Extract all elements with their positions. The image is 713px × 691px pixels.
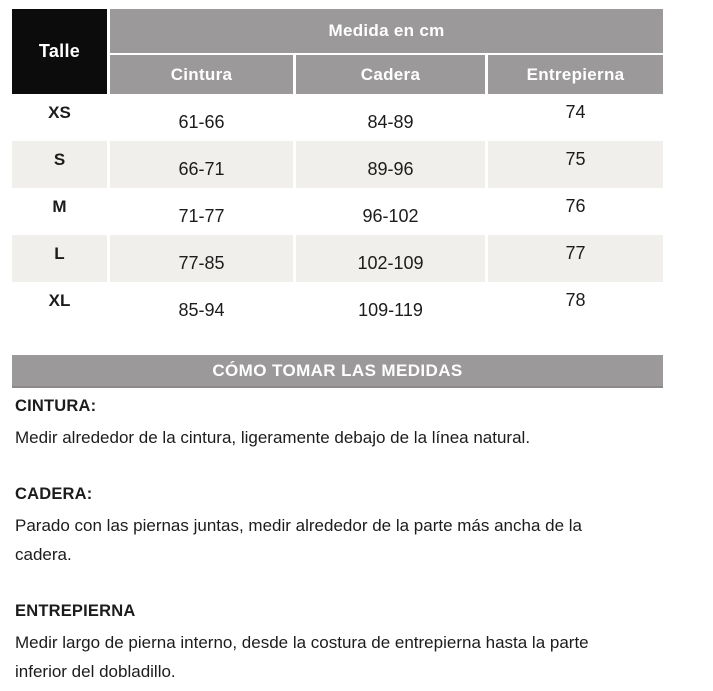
size-chart-table — [12, 9, 663, 329]
column-header-cintura: Cintura — [110, 55, 293, 94]
guide-text-cintura: Medir alrededor de la cintura, ligeramente debajo de la línea natural. — [15, 428, 531, 447]
cintura-cell: 85-94 — [178, 300, 225, 320]
entrepierna-cell: 77 — [488, 235, 663, 282]
cadera-cell: 109-119 — [358, 300, 423, 320]
table-row-xl — [12, 282, 663, 329]
medida-group-header — [110, 9, 663, 53]
column-header-row — [110, 55, 663, 94]
table-row-s — [12, 141, 663, 188]
size-cell: XL — [48, 290, 71, 310]
size-cell: L — [12, 235, 107, 282]
guide-text-entrepierna: Medir largo de pierna interno, desde la costura de entrepierna hasta la parte inferior del dobladillo. — [15, 633, 589, 681]
size-cell: M — [52, 196, 67, 216]
measuring-guide — [15, 397, 713, 686]
entrepierna-cell: 78 — [565, 290, 586, 310]
measuring-guide-title-bar — [12, 355, 663, 388]
guide-section-cintura — [15, 397, 713, 452]
size-cell: XS — [48, 102, 71, 122]
cadera-cell: 96-102 — [362, 206, 419, 226]
guide-section-entrepierna — [15, 602, 713, 686]
size-cell: S — [12, 141, 107, 188]
guide-text-cadera: Parado con las piernas juntas, medir alrededor de la parte más ancha de la cadera. — [15, 516, 583, 564]
column-header-cadera: Cadera — [296, 55, 485, 94]
guide-heading-cintura: CINTURA: — [15, 397, 97, 415]
cintura-cell: 77-85 — [110, 235, 293, 282]
entrepierna-cell: 76 — [565, 196, 586, 216]
measuring-guide-title: CÓMO TOMAR LAS MEDIDAS — [212, 360, 463, 380]
cintura-cell: 66-71 — [110, 141, 293, 188]
column-header-entrepierna: Entrepierna — [488, 55, 663, 94]
guide-section-cadera — [15, 485, 713, 569]
cadera-cell: 89-96 — [296, 141, 485, 188]
cadera-cell: 102-109 — [296, 235, 485, 282]
table-header — [12, 9, 663, 94]
medida-group-label: Medida en cm — [328, 21, 445, 40]
table-body — [12, 94, 663, 329]
cintura-cell: 61-66 — [178, 112, 225, 132]
table-row-l — [12, 235, 663, 282]
table-row-m — [12, 188, 663, 235]
guide-heading-entrepierna: ENTREPIERNA — [15, 602, 136, 620]
table-row-xs — [12, 94, 663, 141]
talle-header-label: Talle — [38, 41, 81, 61]
cintura-cell: 71-77 — [178, 206, 225, 226]
entrepierna-cell: 75 — [488, 141, 663, 188]
talle-header-cell — [12, 9, 107, 94]
guide-heading-cadera: CADERA: — [15, 485, 93, 503]
entrepierna-cell: 74 — [565, 102, 586, 122]
cadera-cell: 84-89 — [367, 112, 414, 132]
